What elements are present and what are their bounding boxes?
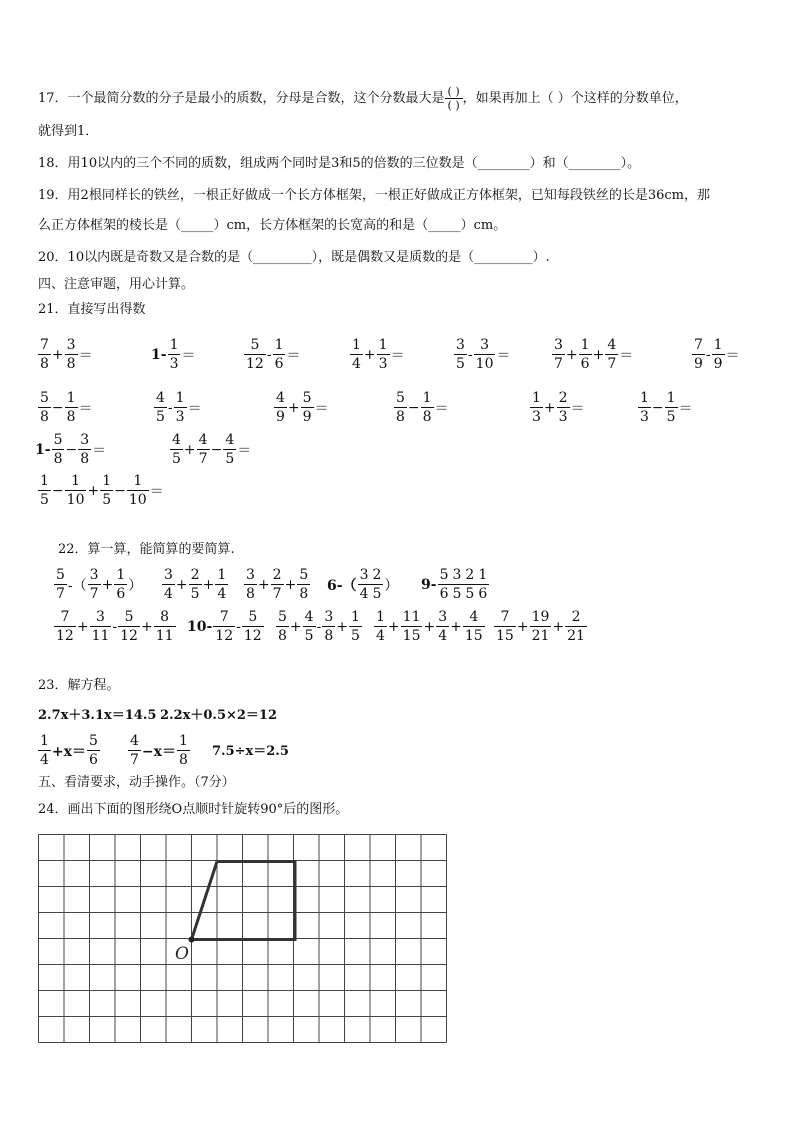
fraction: $\frac{2}{5}$ <box>190 567 200 602</box>
q22-r2-item <box>54 610 176 643</box>
fraction: 4 9 <box>276 390 285 425</box>
fraction: 5 6 <box>439 567 449 602</box>
prefix: 1- <box>35 441 51 458</box>
q21-r2-item <box>274 391 329 424</box>
operator: + <box>450 618 462 635</box>
operator: - <box>266 346 272 363</box>
q21-r2-item <box>154 391 202 424</box>
fraction: 5 12 <box>120 609 138 644</box>
section-5-heading: 五、看清要求，动手操作。（7分） <box>38 775 235 790</box>
q23-equation-2: 2.2x＋0.5×2＝12 <box>160 708 278 723</box>
equals-sign: ＝ <box>496 347 511 364</box>
operator: -（ <box>67 577 87 594</box>
prefix: 6-（ <box>327 577 357 594</box>
question-19-line2: 么正方体框架的棱长是（_____）cm，长方体框架的长宽高的和是（_____）cm。 <box>38 218 507 233</box>
fraction: $\frac{3}{8}$ <box>80 432 90 467</box>
q21-row1 <box>38 338 758 374</box>
equals-sign: ＝ <box>237 442 252 459</box>
fraction: 1 4 <box>40 733 49 768</box>
q22-r1-item <box>244 568 310 601</box>
q22-r1-item <box>420 568 489 601</box>
q21-r1-item <box>38 338 93 371</box>
fraction: 5 8 <box>40 390 49 425</box>
operator: + <box>101 576 114 593</box>
fraction: 7 12 <box>56 609 74 644</box>
operator: + <box>543 399 556 416</box>
q23-equation-3 <box>38 734 100 767</box>
q21-r4-item <box>38 474 164 507</box>
operator: − <box>407 399 420 416</box>
q21-r2-item <box>38 391 93 424</box>
question-23-title: 23．解方程。 <box>38 678 120 693</box>
operator: - <box>112 618 118 635</box>
fraction: $\frac{11}{15}$ <box>402 609 421 644</box>
operator: + <box>552 618 565 635</box>
fraction: $\frac{1}{10}$ <box>128 473 147 508</box>
fraction: 3 10 <box>475 337 494 372</box>
operator: - <box>316 618 322 635</box>
question-19-line1: 19．用2根同样长的铁丝，一根正好做成一个长方体框架，一根正好做成正方体框架，已知每段铁丝的长是36cm，那 <box>38 188 710 203</box>
operator: + <box>592 346 605 363</box>
fraction: 3 7 <box>89 567 99 602</box>
fraction: 1 3 <box>169 337 179 372</box>
q21-r3-item <box>170 433 251 466</box>
fraction: 3 8 <box>246 567 255 602</box>
q22-row2 <box>54 610 754 646</box>
fraction: $\frac{1}{5}$ <box>666 390 676 425</box>
operator: + <box>289 618 302 635</box>
q21-r2-item <box>394 391 449 424</box>
operator: −x＝ <box>141 743 176 760</box>
fraction: 4 7 <box>130 733 139 768</box>
fraction: $\frac{3}{11}$ <box>91 609 110 644</box>
operator: + <box>51 346 64 363</box>
fraction: 1 9 <box>713 337 723 372</box>
equals-sign: ＝ <box>678 400 693 417</box>
fraction: 5 7 <box>56 567 65 602</box>
q21-r1-item <box>350 338 405 371</box>
fraction: 1 6 <box>478 567 488 602</box>
operator: + <box>336 618 348 635</box>
q23-equation-1: 2.7x＋3.1x＝14.5 <box>38 708 157 723</box>
fraction: $\frac{1}{8}$ <box>422 390 432 425</box>
operator: + <box>140 618 153 635</box>
operator: − <box>651 399 664 416</box>
fraction: $\frac{4}{7}$ <box>607 337 617 372</box>
operator: + <box>87 482 100 499</box>
operator: + <box>76 618 89 635</box>
q17-fraction-numerator: ( ) <box>447 85 460 98</box>
equals-sign: ＝ <box>619 347 634 364</box>
equals-sign: ＝ <box>92 442 107 459</box>
operator: + <box>423 618 436 635</box>
fraction: 5 12 <box>243 609 262 644</box>
fraction: $\frac{4}{5}$ <box>225 432 235 467</box>
fraction: $\frac{2}{7}$ <box>272 567 282 602</box>
fraction: $\frac{2}{3}$ <box>558 390 568 425</box>
operator: + <box>387 618 400 635</box>
q22-r1-item <box>54 568 143 601</box>
q23-equation-4 <box>128 734 190 767</box>
q21-r1-item <box>150 338 195 371</box>
fraction: 2 5 <box>372 567 382 602</box>
fraction: 3 5 <box>456 337 465 372</box>
operator: − <box>51 399 64 416</box>
fraction: 1 4 <box>352 337 361 372</box>
operator: + <box>183 441 196 458</box>
operator: + <box>175 576 188 593</box>
fraction: $\frac{1}{10}$ <box>66 473 85 508</box>
fraction: $\frac{4}{15}$ <box>464 609 483 644</box>
equals-sign: ＝ <box>78 347 93 364</box>
fraction: $\frac{4}{5}$ <box>304 609 314 644</box>
fraction: 1 8 <box>179 733 188 768</box>
fraction: 7 15 <box>496 609 514 644</box>
fraction: 3 5 <box>452 567 462 602</box>
fraction: 2 5 <box>465 567 475 602</box>
fraction: $\frac{2}{21}$ <box>567 609 585 644</box>
fraction: $\frac{1}{5}$ <box>350 609 360 644</box>
q22-r2-item <box>186 610 264 643</box>
q17-fraction-denominator: ( ) <box>445 98 463 111</box>
fraction: 5 8 <box>278 609 287 644</box>
fraction: $\frac{1}{6}$ <box>580 337 590 372</box>
operator: − <box>65 441 78 458</box>
fraction: 1 3 <box>532 390 541 425</box>
point-o-label: O <box>175 944 189 964</box>
question-20: 20．10以内既是奇数又是合数的是（_________），既是偶数又是质数的是（_________）. <box>38 250 550 265</box>
q22-r2-item <box>374 610 485 643</box>
q17-line2: 就得到1． <box>38 124 99 139</box>
fraction: 3 4 <box>359 567 369 602</box>
rectangle-edges <box>192 862 296 940</box>
prefix: 10- <box>187 618 213 635</box>
fraction: $\frac{5}{8}$ <box>299 567 309 602</box>
operator: - <box>236 618 241 635</box>
equals-sign: ＝ <box>78 400 93 417</box>
equals-sign: ＝ <box>725 347 740 364</box>
question-24-title: 24．画出下面的图形绕O点顺时针旋转90°后的图形。 <box>38 802 349 817</box>
q21-r1-item <box>244 338 300 371</box>
fraction: $\frac{1}{8}$ <box>66 390 76 425</box>
fraction: 3 7 <box>554 337 563 372</box>
slanted-edge <box>192 862 218 940</box>
q21-row2 <box>38 391 758 427</box>
operator: − <box>114 482 126 499</box>
q21-r2-item <box>638 391 693 424</box>
q21-row3 <box>34 433 754 469</box>
fraction: 3 4 <box>164 567 173 602</box>
fraction: 7 12 <box>215 609 234 644</box>
operator: + <box>287 399 300 416</box>
operator: ） <box>128 577 143 594</box>
point-o <box>189 937 195 943</box>
operator: + <box>202 576 215 593</box>
fraction: 4 5 <box>172 432 181 467</box>
fraction: 1 6 <box>274 337 284 372</box>
fraction: $\frac{3}{4}$ <box>438 609 448 644</box>
operator: ） <box>384 577 399 594</box>
operator: - <box>705 346 711 363</box>
fraction: 1 3 <box>175 390 185 425</box>
q23-equation-5: 7.5÷x＝2.5 <box>212 744 289 759</box>
equals-sign: ＝ <box>149 483 164 500</box>
operator: + <box>284 576 297 593</box>
fraction: 7 9 <box>694 337 703 372</box>
section-4-heading: 四、注意审题，用心计算。 <box>38 277 195 292</box>
q21-r1-item <box>692 338 740 371</box>
question-22-title: 22．算一算，能简算的要简算. <box>58 542 235 557</box>
equals-sign: ＝ <box>187 400 202 417</box>
q22-r1-item <box>326 568 399 601</box>
operator: − <box>210 441 223 458</box>
fraction: $\frac{5}{9}$ <box>302 390 312 425</box>
fraction: $\frac{1}{6}$ <box>116 567 126 602</box>
equals-sign: ＝ <box>434 400 449 417</box>
fraction: 4 5 <box>156 390 165 425</box>
q17-text-b: ，如果再加上（ ）个这样的分数单位， <box>462 90 688 106</box>
fraction: $\frac{19}{21}$ <box>531 609 550 644</box>
q21-r1-item <box>454 338 510 371</box>
q21-row4 <box>38 474 758 510</box>
equals-sign: ＝ <box>570 400 585 417</box>
question-17 <box>38 86 688 111</box>
prefix: 9- <box>421 576 437 593</box>
q21-r1-item <box>552 338 633 371</box>
fraction: 5 6 <box>89 733 98 768</box>
q21-r2-item <box>530 391 585 424</box>
fraction: 5 8 <box>53 432 63 467</box>
operator: − <box>51 482 64 499</box>
equals-sign: ＝ <box>314 400 329 417</box>
fraction: $\frac{1}{5}$ <box>102 473 112 508</box>
fraction: 1 4 <box>376 609 385 644</box>
fraction: 1 3 <box>640 390 649 425</box>
q17-answer-fraction <box>445 86 463 111</box>
operator: + <box>516 618 529 635</box>
operator: + <box>565 346 578 363</box>
q22-row1 <box>54 568 754 604</box>
rotation-grid-figure <box>38 834 450 1044</box>
fraction: $\frac{4}{7}$ <box>198 432 208 467</box>
operator: + <box>257 576 270 593</box>
fraction: $\frac{1}{4}$ <box>217 567 227 602</box>
prefix: 1- <box>151 346 167 363</box>
q22-r1-item <box>162 568 228 601</box>
equals-sign: ＝ <box>181 347 196 364</box>
fraction: 5 12 <box>246 337 264 372</box>
fraction: 7 8 <box>40 337 49 372</box>
fraction: 5 8 <box>396 390 405 425</box>
operator: +x＝ <box>51 743 86 760</box>
fraction: $\frac{1}{3}$ <box>378 337 388 372</box>
operator: - <box>467 346 473 363</box>
q22-r2-item <box>494 610 587 643</box>
fraction: 1 5 <box>40 473 49 508</box>
question-18: 18．用10以内的三个不同的质数，组成两个同时是3和5的倍数的三位数是（________）和（________）。 <box>38 156 641 171</box>
operator: - <box>167 399 173 416</box>
fraction: $\frac{8}{11}$ <box>155 609 174 644</box>
fraction: 3 8 <box>324 609 334 644</box>
q22-r2-item <box>276 610 362 643</box>
q21-r3-item <box>34 433 106 466</box>
fraction: $\frac{3}{8}$ <box>66 337 76 372</box>
equals-sign: ＝ <box>286 347 301 364</box>
operator: + <box>363 346 376 363</box>
q17-text-a: 17．一个最简分数的分子是最小的质数，分母是合数，这个分数最大是 <box>38 90 445 106</box>
question-21-title: 21．直接写出得数 <box>38 302 146 317</box>
equals-sign: ＝ <box>390 347 405 364</box>
